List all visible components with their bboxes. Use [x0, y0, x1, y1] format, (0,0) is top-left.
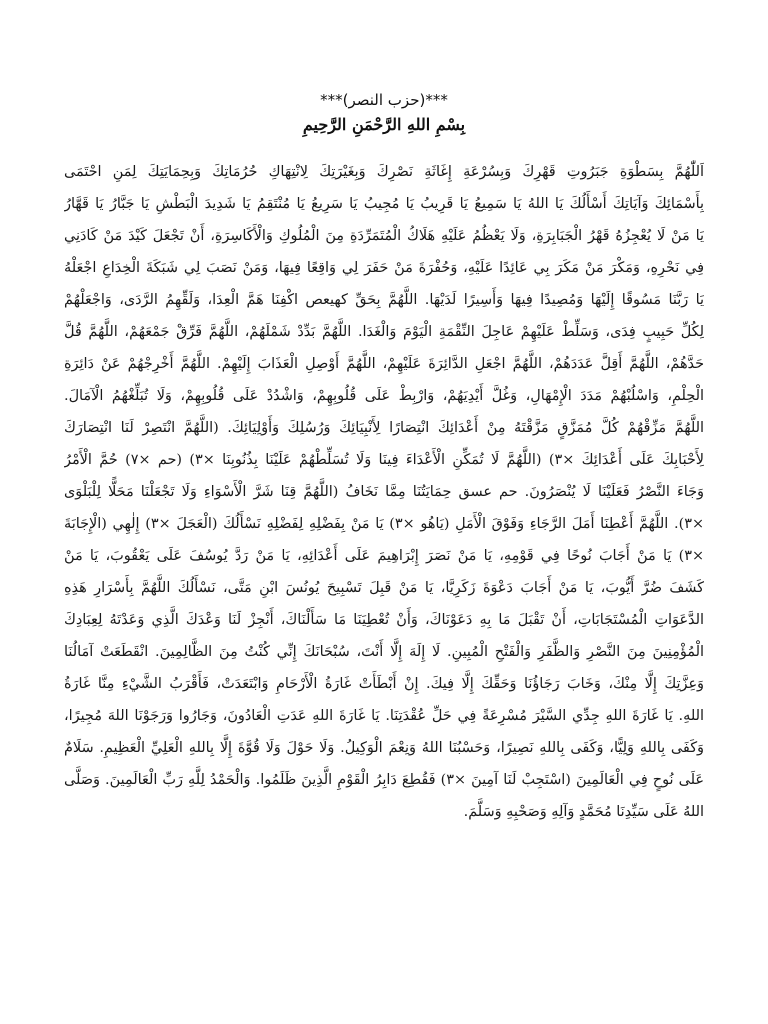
text-line: اَللّٰهُمَّ بِسَطْوَةِ جَبَرُوتِ قَهْرِكَ وَبِسُرْعَةِ إِغَاثَةِ نَصْرِكَ وَبِغَيْرَتِكَ لِانْتِهَاكِ حُرُمَاتِكَ وَبِحِمَايَتِكَ لِمَنِ احْتَمَى [64, 164, 704, 180]
document-header [0, 88, 768, 136]
text-line: الْحِلْمِ، وَاسْلُبْهُمْ مَدَدَ الْإِمْهَالِ، وَغُلَّ أَيْدِيَهُمْ، وَارْبِطْ عَلَى قُلُوبِهِمْ، وَاشْدُدْ عَلَى قُلُوبِهِمْ، وَلَا تُبَلِّغْهُمُ الْآمَالَ. [64, 388, 704, 404]
basmala-heading: بِسْمِ اللهِ الرَّحْمَنِ الرَّحِيمِ [302, 115, 466, 134]
text-line: يَا مَنْ لَا يُعْجِزُهُ قَهْرُ الْجَبَابِرَةِ، وَلَا يَعْظُمُ عَلَيْهِ هَلَاكُ الْمُتَمَرِّدَةِ مِنَ الْمُلُوكِ وَالْأَكَاسِرَةِ، أَنْ تَجْعَلَ كَيْدَ مَنْ كَادَنِي [64, 228, 704, 244]
text-line: بِأَسْمَائِكَ وَآيَاتِكَ أَسْأَلُكَ يَا اللهُ يَا سَمِيعُ يَا قَرِيبُ يَا مُجِيبُ يَا سَرِيعُ يَا مُنْتَقِمُ يَا شَدِيدَ الْبَطْشِ يَا جَبَّارُ يَا قَهَّارُ [64, 196, 704, 212]
text-line: ×٣). اللَّهُمَّ أَعْطِنَا أَمَلَ الرَّجَاءِ وَفَوْقَ الْأَمَلِ (يَاهُو ×٣) يَا مَنْ بِفَضْلِهِ لِفَضْلِهِ نَسْأَلُكَ (الْعَجَلَ ×٣) إِلٰهِي (الْإِجَابَةَ [64, 516, 704, 532]
text-line: وَكَفَى بِاللهِ وَلِيًّا، وَكَفَى بِاللهِ نَصِيرًا، وَحَسْبُنَا اللهُ وَنِعْمَ الْوَكِيلُ. وَلَا حَوْلَ وَلَا قُوَّةَ إِلَّا بِاللهِ الْعَلِيِّ الْعَظِيمِ. سَلَامٌ [64, 740, 704, 756]
text-line: ×٣) يَا مَنْ أَجَابَ نُوحًا فِي قَوْمِهِ، يَا مَنْ نَصَرَ إِبْرَاهِيمَ عَلَى أَعْدَائِهِ، يَا مَنْ رَدَّ يُوسُفَ عَلَى يَعْقُوبَ، يَا مَنْ [64, 548, 704, 564]
text-line: الْمُؤْمِنِينَ مِنَ النَّصْرِ وَالظَّفَرِ وَالْفَتْحِ الْمُبِينِ. لَا إِلَهَ إِلَّا أَنْتَ، سُبْحَانَكَ إِنِّي كُنْتُ مِنَ الظَّالِمِينَ. انْقَطَعَتْ آمَالُنَا [64, 644, 704, 660]
text-line: لِكُلِّ حَبِيبٍ فِدَى، وَسَلِّطْ عَلَيْهِمْ عَاجِلَ النِّقْمَةِ الْيَوْمَ وَالْغَدَا. اللَّهُمَّ بَدِّدْ شَمْلَهُمْ، اللَّهُمَّ فَرِّقْ جَمْعَهُمْ، اللَّهُمَّ قُلَّ [64, 324, 704, 340]
text-line: فِي نَحْرِهِ، وَمَكْرَ مَنْ مَكَرَ بِي عَائِدًا عَلَيْهِ، وَحُفْرَةَ مَنْ حَفَرَ لِي وَاقِعًا فِيهَا، وَمَنْ نَصَبَ لِي شَبَكَةَ الْخِدَاعِ اجْعَلْهُ [64, 260, 704, 276]
text-line: كَشَفَ ضُرَّ أَيُّوبَ، يَا مَنْ أَجَابَ دَعْوَةَ زَكَرِيَّا، يَا مَنْ قَبِلَ تَسْبِيحَ يُونُسَ ابْنِ مَتَّى، نَسْأَلُكَ اللَّهُمَّ بِأَسْرَارِ هَذِهِ [64, 580, 704, 596]
text-line: اللهِ. يَا غَارَةَ اللهِ جِدِّي السَّيْرَ مُسْرِعَةً فِي حَلِّ عُقْدَتِنَا. يَا غَارَةَ اللهِ عَدَتِ الْعَادُونَ، وَجَارُوا وَرَجَوْنَا اللهَ مُجِيرًا، [64, 708, 704, 724]
text-line: وَجَاءَ النَّصْرُ فَعَلَيْنَا لَا يُنْصَرُونَ. حم عسق حِمَايَتُنَا مِمَّا نَخَافُ (اللَّهُمَّ قِنَا شَرَّ الْأَسْوَاءِ وَلَا تَجْعَلْنَا مَحَلًّا لِلْبَلْوَى [64, 484, 704, 500]
text-line: وَعِزَّتِكَ إِلَّا مِنْكَ، وَخَابَ رَجَاؤُنَا وَحَقِّكَ إِلَّا فِيكَ. إِنْ أَبْطَأَتْ غَارَةُ الْأَرْحَامِ وَابْتَعَدَتْ، فَأَقْرَبُ الشَّيْءِ مِنَّا غَارَةُ [64, 676, 704, 692]
text-line: اللَّهُمَّ مَزِّقْهُمْ كُلَّ مُمَزَّقٍ مَزَّقْتَهُ مِنْ أَعْدَائِكَ انْتِصَارًا لِأَنْبِيَائِكَ وَرُسُلِكَ وَأَوْلِيَائِكَ. (اللَّهُمَّ انْتَصِرْ لَنَا انْتِصَارَكَ [64, 420, 704, 436]
text-line: اللهُ عَلَى سَيِّدِنَا مُحَمَّدٍ وَآلِهِ وَصَحْبِهِ وَسَلَّمَ. [463, 804, 704, 820]
supplication-text [64, 156, 704, 828]
text-line: الدَّعَوَاتِ الْمُسْتَجَابَاتِ، أَنْ تَقْبَلَ مَا بِهِ دَعَوْنَاكَ، وَأَنْ تُعْطِيَنَا مَا سَأَلْنَاكَ، أَنْجِزْ لَنَا وَعْدَكَ الَّذِي وَعَدْتَهُ لِعِبَادِكَ [64, 612, 704, 628]
text-line: يَا رَبَّنَا مَسُوقًا إِلَيْهَا وَمُصِيدًا فِيهَا وَأَسِيرًا لَدَيْهَا. اللَّهُمَّ بِحَقِّ كهيعص اكْفِنَا هَمَّ الْعِدَا، وَلَقِّهِمُ الرَّدَى، وَاجْعَلْهُمْ [64, 292, 704, 308]
text-line: عَلَى نُوحٍ فِي الْعَالَمِينَ (اسْتَجِبْ لَنَا آمِينَ ×٣) فَقُطِعَ دَابِرُ الْقَوْمِ الَّذِينَ ظَلَمُوا. وَالْحَمْدُ لِلَّهِ رَبِّ الْعَالَمِينَ. وَصَلَّى [64, 772, 704, 788]
text-line: لِأَحْبَابِكَ عَلَى أَعْدَائِكَ ×٣) (اللَّهُمَّ لَا تُمَكِّنِ الْأَعْدَاءَ فِينَا وَلَا تُسَلِّطْهُمْ عَلَيْنَا بِذُنُوبِنَا ×٣) (حم ×٧) حُمَّ الْأَمْرُ [64, 452, 704, 468]
document-title: ***(حزب النصر)*** [320, 91, 448, 109]
text-line: حَدَّهُمْ، اللَّهُمَّ أَقِلَّ عَدَدَهُمْ، اللَّهُمَّ اجْعَلِ الدَّائِرَةَ عَلَيْهِمْ، اللَّهُمَّ أَوْصِلِ الْعَذَابَ إِلَيْهِمْ. اللَّهُمَّ أَخْرِجْهُمْ عَنْ دَائِرَةِ [64, 356, 704, 372]
